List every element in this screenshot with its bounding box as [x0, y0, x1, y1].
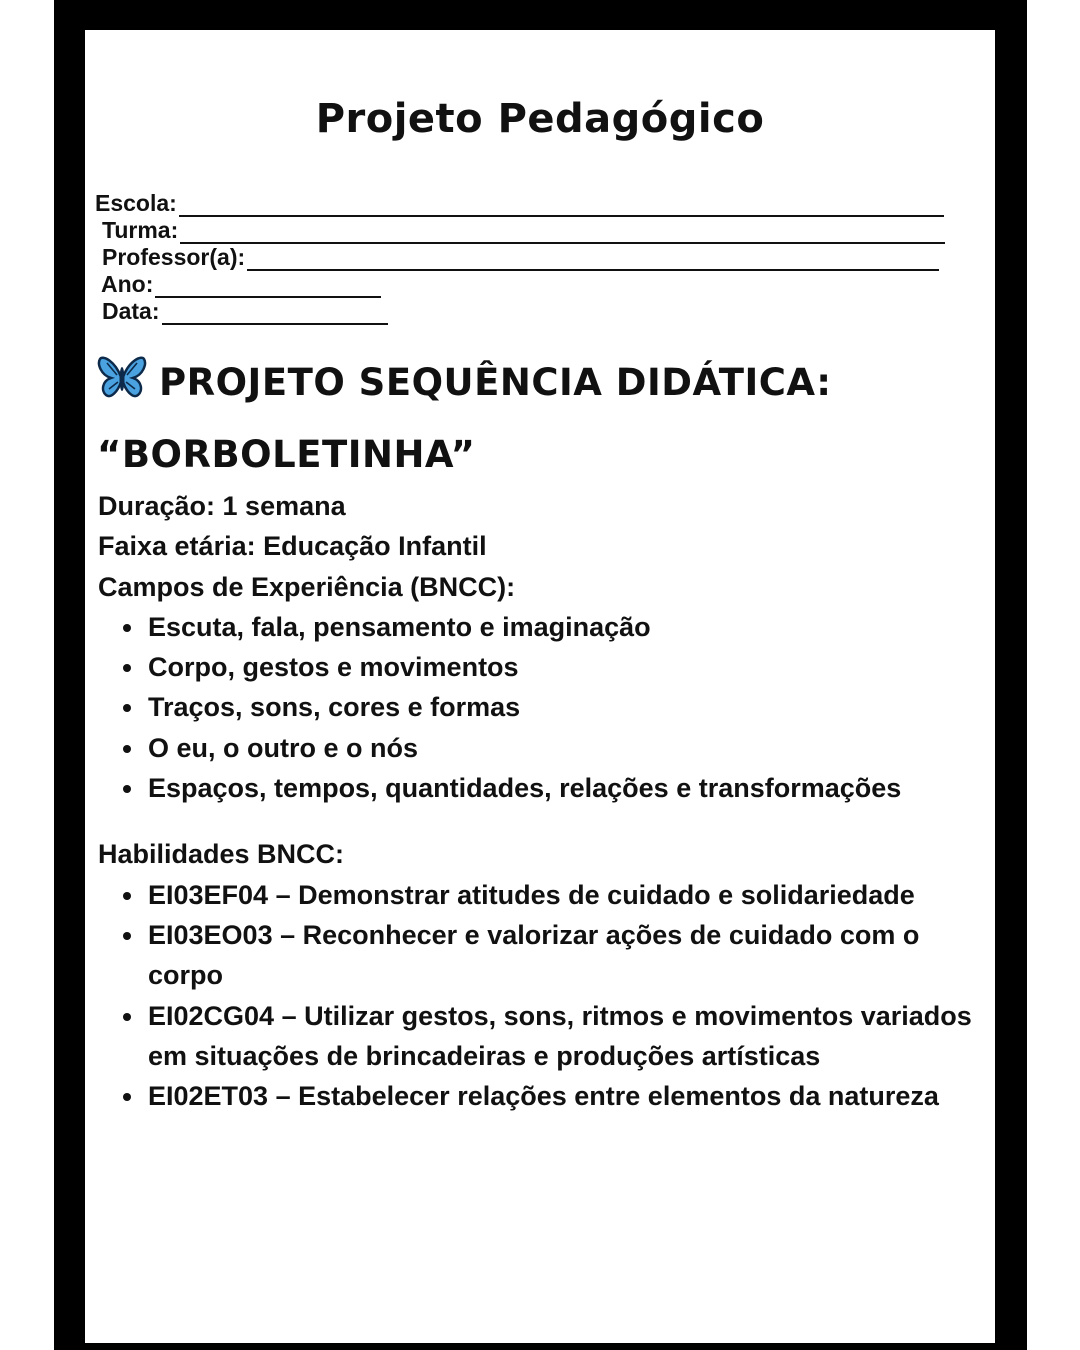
blank-line [155, 276, 381, 298]
list-item: EI03EF04 – Demonstrar atitudes de cuidado e solidariedade [148, 875, 983, 915]
habilidades-title: Habilidades BNCC: [98, 839, 345, 870]
blank-line [247, 249, 939, 271]
blank-line [162, 303, 388, 325]
field-label: Professor(a): [102, 244, 246, 270]
butterfly-icon [97, 355, 147, 422]
list-item: Espaços, tempos, quantidades, relações e transformações [148, 768, 983, 808]
field-label: Ano: [101, 271, 154, 297]
header-fields [95, 190, 985, 325]
field-escola [95, 190, 985, 217]
heading-text: PROJETO SEQUÊNCIA DIDÁTICA: [159, 361, 832, 404]
field-label: Data: [102, 298, 160, 324]
field-data [95, 298, 985, 325]
campos-title: Campos de Experiência (BNCC): [98, 571, 516, 602]
habilidades-list [98, 875, 983, 1117]
faixa-etaria-text: Faixa etária: Educação Infantil [98, 531, 487, 562]
heading-line-2: “BORBOLETINHA” [97, 433, 476, 476]
list-item: Escuta, fala, pensamento e imaginação [148, 607, 983, 647]
field-ano [95, 271, 985, 298]
field-turma [95, 217, 985, 244]
document-title: Projeto Pedagógico [315, 96, 765, 142]
list-item: Traços, sons, cores e formas [148, 687, 983, 727]
field-professor [95, 244, 985, 271]
document-page [85, 30, 995, 1343]
document-body [98, 486, 983, 1116]
field-label: Turma: [102, 217, 179, 243]
blank-line [180, 222, 945, 244]
field-label: Escola: [95, 190, 177, 216]
list-item: EI02CG04 – Utilizar gestos, sons, ritmos e movimentos variados em situações de brincadeiras e produções artísticas [148, 996, 983, 1077]
list-item: EI03EO03 – Reconhecer e valorizar ações de cuidado com o corpo [148, 915, 983, 996]
duracao-text: Duração: 1 semana [98, 491, 346, 521]
campos-list [98, 607, 983, 808]
heading-line-1 [97, 350, 987, 422]
list-item: O eu, o outro e o nós [148, 728, 983, 768]
spacer [98, 808, 983, 834]
list-item: EI02ET03 – Estabelecer relações entre elementos da natureza [148, 1076, 983, 1116]
project-heading [97, 350, 987, 488]
blank-line [179, 195, 944, 217]
list-item: Corpo, gestos e movimentos [148, 647, 983, 687]
